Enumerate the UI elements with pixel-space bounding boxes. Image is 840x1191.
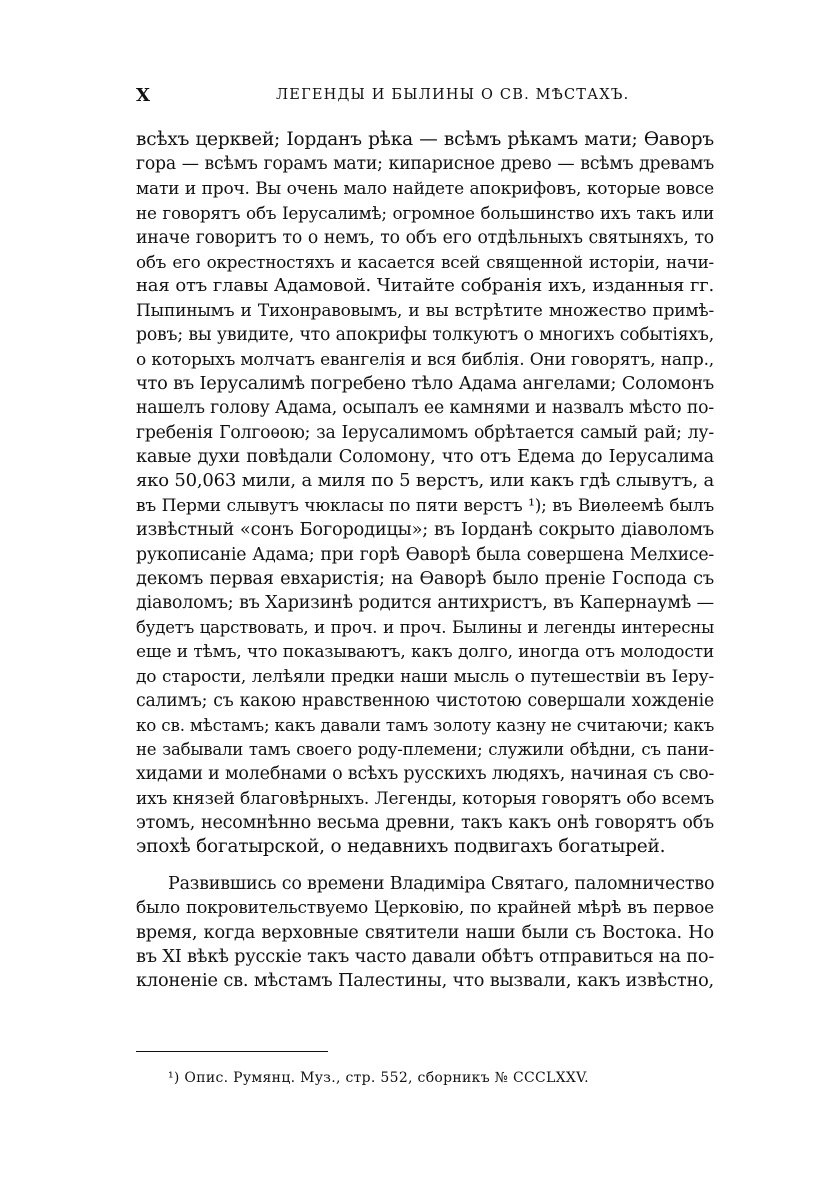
text-line: ко св. мѣстамъ; какъ давали тамъ золоту казну не считаючи; какъ — [136, 715, 715, 736]
text-line: въ XI вѣкѣ русскіе такъ часто давали обѣтъ отправиться на по- — [136, 946, 715, 967]
text-line: эпохѣ богатырской, о недавнихъ подвигахъ богатырей. — [136, 836, 666, 858]
text-line: Развившись со времени Владиміра Святаго, паломничество — [168, 873, 715, 894]
text-line: иначе говоритъ то о немъ, то объ его отдѣльныхъ святыняхъ, то — [136, 227, 714, 248]
text-line: ровъ; вы увидите, что апокрифы толкуютъ о многихъ событіяхъ, — [136, 325, 714, 346]
text-line: яко 50,063 мили, а миля по 5 верстъ, или какъ гдѣ слывутъ, а — [136, 470, 714, 492]
text-line: не забывали тамъ своего роду-племени; служили обѣдни, съ пани- — [136, 739, 714, 759]
text-line: до старости, лелѣяли предки наши мысль о путешествіи въ Іеру- — [136, 666, 714, 687]
page-number: X — [136, 85, 151, 106]
text-line: гора — всѣмъ горамъ мати; кипарисное древо — всѣмъ древамъ — [136, 154, 714, 175]
text-line: кавые духи повѣдали Соломону, что отъ Едема до Іерусалима — [136, 447, 714, 468]
footnote-divider — [136, 1051, 328, 1052]
text-line: клоненіе св. мѣстамъ Палестины, что вызвали, какъ извѣстно, — [136, 971, 714, 992]
text-line: еще и тѣмъ, что показываютъ, какъ долго, иногда отъ молодости — [136, 642, 714, 663]
paragraph-1 — [136, 128, 714, 860]
text-line: не говорятъ объ Іерусалимѣ; огромное большинство ихъ такъ или — [136, 203, 714, 224]
text-line: мати и проч. Вы очень мало найдете апокрифовъ, которые вовсе — [136, 178, 714, 199]
text-line: объ его окрестностяхъ и касается всей священной исторіи, начи- — [136, 251, 714, 272]
paragraph-gap — [136, 860, 714, 872]
text-line: извѣстный «сонъ Богородицы»; въ Іорданѣ сокрыто діаволомъ — [136, 520, 714, 541]
text-line: діаволомъ; въ Харизинѣ родится антихристъ, въ Капернаумѣ — — [136, 593, 714, 614]
text-line: время, когда верховные святители наши были съ Востока. Но — [136, 922, 714, 943]
text-line: Пыпинымъ и Тихонравовымъ, и вы встрѣтите множество примѣ- — [136, 300, 714, 321]
text-line: о которыхъ молчатъ евангелія и вся библія. Они говорятъ, напр., — [136, 349, 714, 370]
text-line: ихъ князей благовѣрныхъ. Легенды, которыя говорятъ обо всемъ — [136, 788, 714, 809]
text-line: будетъ царствовать, и проч. и проч. Былины и легенды интересны — [136, 617, 714, 637]
text-line: что въ Іерусалимѣ погребено тѣло Адама ангелами; Соломонъ — [136, 373, 714, 394]
paragraph-2 — [136, 872, 714, 994]
running-head — [136, 85, 714, 111]
text-line: гребенія Голгоѳою; за Іерусалимомъ обрѣтается самый рай; лу- — [136, 422, 714, 443]
running-head-title: ЛЕГЕНДЫ И БЫЛИНЫ О СВ. МѢСТАХЪ. — [276, 87, 630, 103]
footnote: ¹) Опис. Румянц. Муз., стр. 552, сборникъ № CCCLXXV. — [168, 1070, 589, 1086]
text-line: всѣхъ церквей; Іорданъ рѣка — всѣмъ рѣкамъ мати; Ѳаворъ — [136, 129, 714, 150]
text-line: хидами и молебнами о всѣхъ русскихъ людяхъ, начиная съ сво- — [136, 764, 715, 785]
text-line: ная отъ главы Адамовой. Читайте собранія ихъ, изданныя гг. — [136, 275, 714, 297]
text-line: этомъ, несомнѣнно весьма древни, такъ какъ онѣ говорятъ объ — [136, 812, 714, 833]
text-line: нашелъ голову Адама, осыпалъ ее камнями и назвалъ мѣсто по- — [136, 398, 714, 419]
text-line: декомъ первая евхаристія; на Ѳаворѣ было преніе Господа съ — [136, 569, 714, 590]
body-text — [136, 128, 714, 994]
text-line: рукописаніе Адама; при горѣ Ѳаворѣ была совершена Мелхисе- — [136, 544, 714, 565]
text-line: было покровительствуемо Церковію, по крайней мѣрѣ въ первое — [136, 898, 714, 919]
text-line: салимъ; съ какою нравственною чистотою совершали хожденіе — [136, 690, 714, 711]
text-line: въ Перми слывутъ чюкласы по пяти верстъ ¹); въ Виѳлеемѣ былъ — [136, 495, 714, 516]
